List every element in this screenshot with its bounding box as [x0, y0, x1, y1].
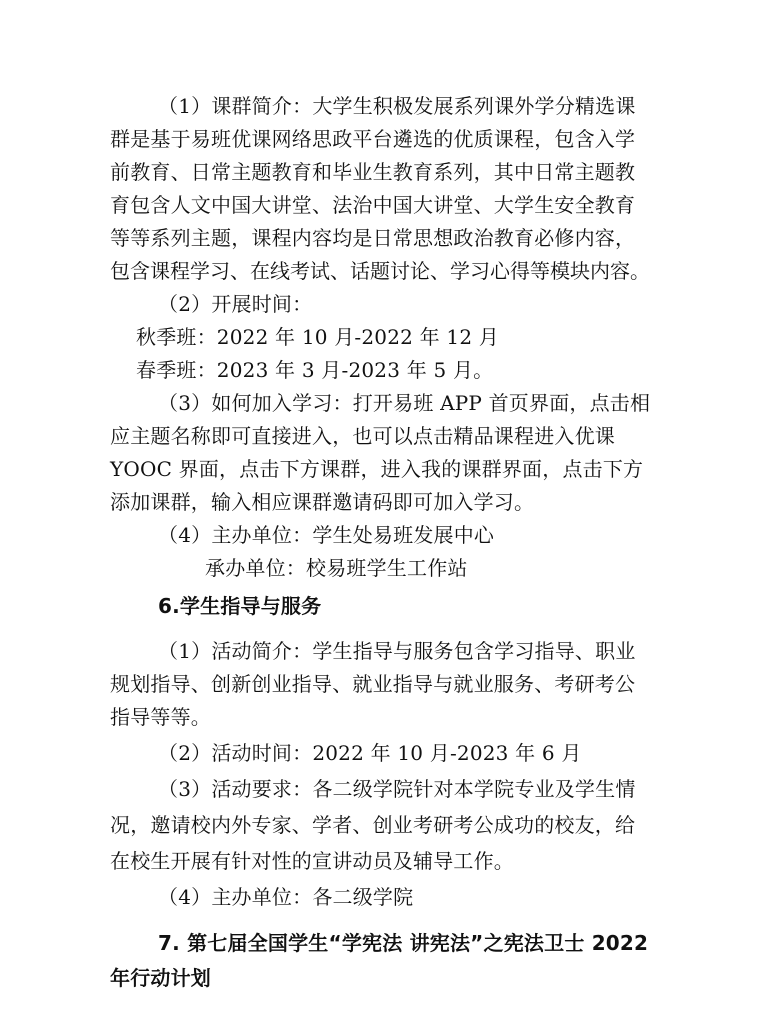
- guidance-req-line-1: （3）活动要求：各二级学院针对本学院专业及学生情: [158, 777, 636, 801]
- guidance-intro-line-2: 规划指导、创新创业指导、就业指导与就业服务、考研考公: [110, 672, 636, 696]
- course-intro-line-5: 等等系列主题，课程内容均是日常思想政治教育必修内容，: [110, 226, 636, 250]
- schedule-label: （2）开展时间：: [158, 292, 313, 316]
- guidance-req-line-2: 况，邀请校内外专家、学者、创业考研考公成功的校友，给: [110, 813, 636, 837]
- section-7-heading-line-1: 7. 第七届全国学生“学宪法 讲宪法”之宪法卫士 2022: [158, 931, 649, 955]
- course-intro-line-3: 前教育、日常主题教育和毕业生教育系列，其中日常主题教: [110, 160, 636, 184]
- join-line-2: 应主题名称即可直接进入，也可以点击精品课程进入优课: [110, 424, 615, 448]
- join-line-3: YOOC 界面，点击下方课群，进入我的课群界面，点击下方: [110, 457, 644, 481]
- course-intro-line-4: 育包含人文中国大讲堂、法治中国大讲堂、大学生安全教育: [110, 193, 636, 217]
- section-6-heading: 6.学生指导与服务: [158, 594, 322, 618]
- course-intro-line-1: （1）课群简介：大学生积极发展系列课外学分精选课: [158, 94, 636, 118]
- guidance-req-line-3: 在校生开展有针对性的宣讲动员及辅导工作。: [110, 849, 514, 873]
- guidance-time: （2）活动时间：2022 年 10 月-2023 年 6 月: [158, 741, 582, 765]
- course-intro-line-6: 包含课程学习、在线考试、话题讨论、学习心得等模块内容。: [110, 259, 650, 283]
- host-unit: （4）主办单位：学生处易班发展中心: [158, 523, 495, 547]
- guidance-intro-line-3: 指导等等。: [110, 705, 211, 729]
- join-line-4: 添加课群，输入相应课群邀请码即可加入学习。: [110, 490, 535, 514]
- section-7-heading-line-2: 年行动计划: [110, 966, 211, 990]
- course-intro-line-2: 群是基于易班优课网络思政平台遴选的优质课程，包含入学: [110, 127, 636, 151]
- autumn-term: 秋季班：2022 年 10 月-2022 年 12 月: [136, 325, 499, 349]
- spring-term: 春季班：2023 年 3 月-2023 年 5 月。: [136, 358, 494, 382]
- join-line-1: （3）如何加入学习：打开易班 APP 首页界面，点击相: [158, 391, 651, 415]
- guidance-intro-line-1: （1）活动简介：学生指导与服务包含学习指导、职业: [158, 639, 636, 663]
- organizer-unit: 承办单位：校易班学生工作站: [205, 556, 468, 580]
- guidance-host: （4）主办单位：各二级学院: [158, 885, 414, 909]
